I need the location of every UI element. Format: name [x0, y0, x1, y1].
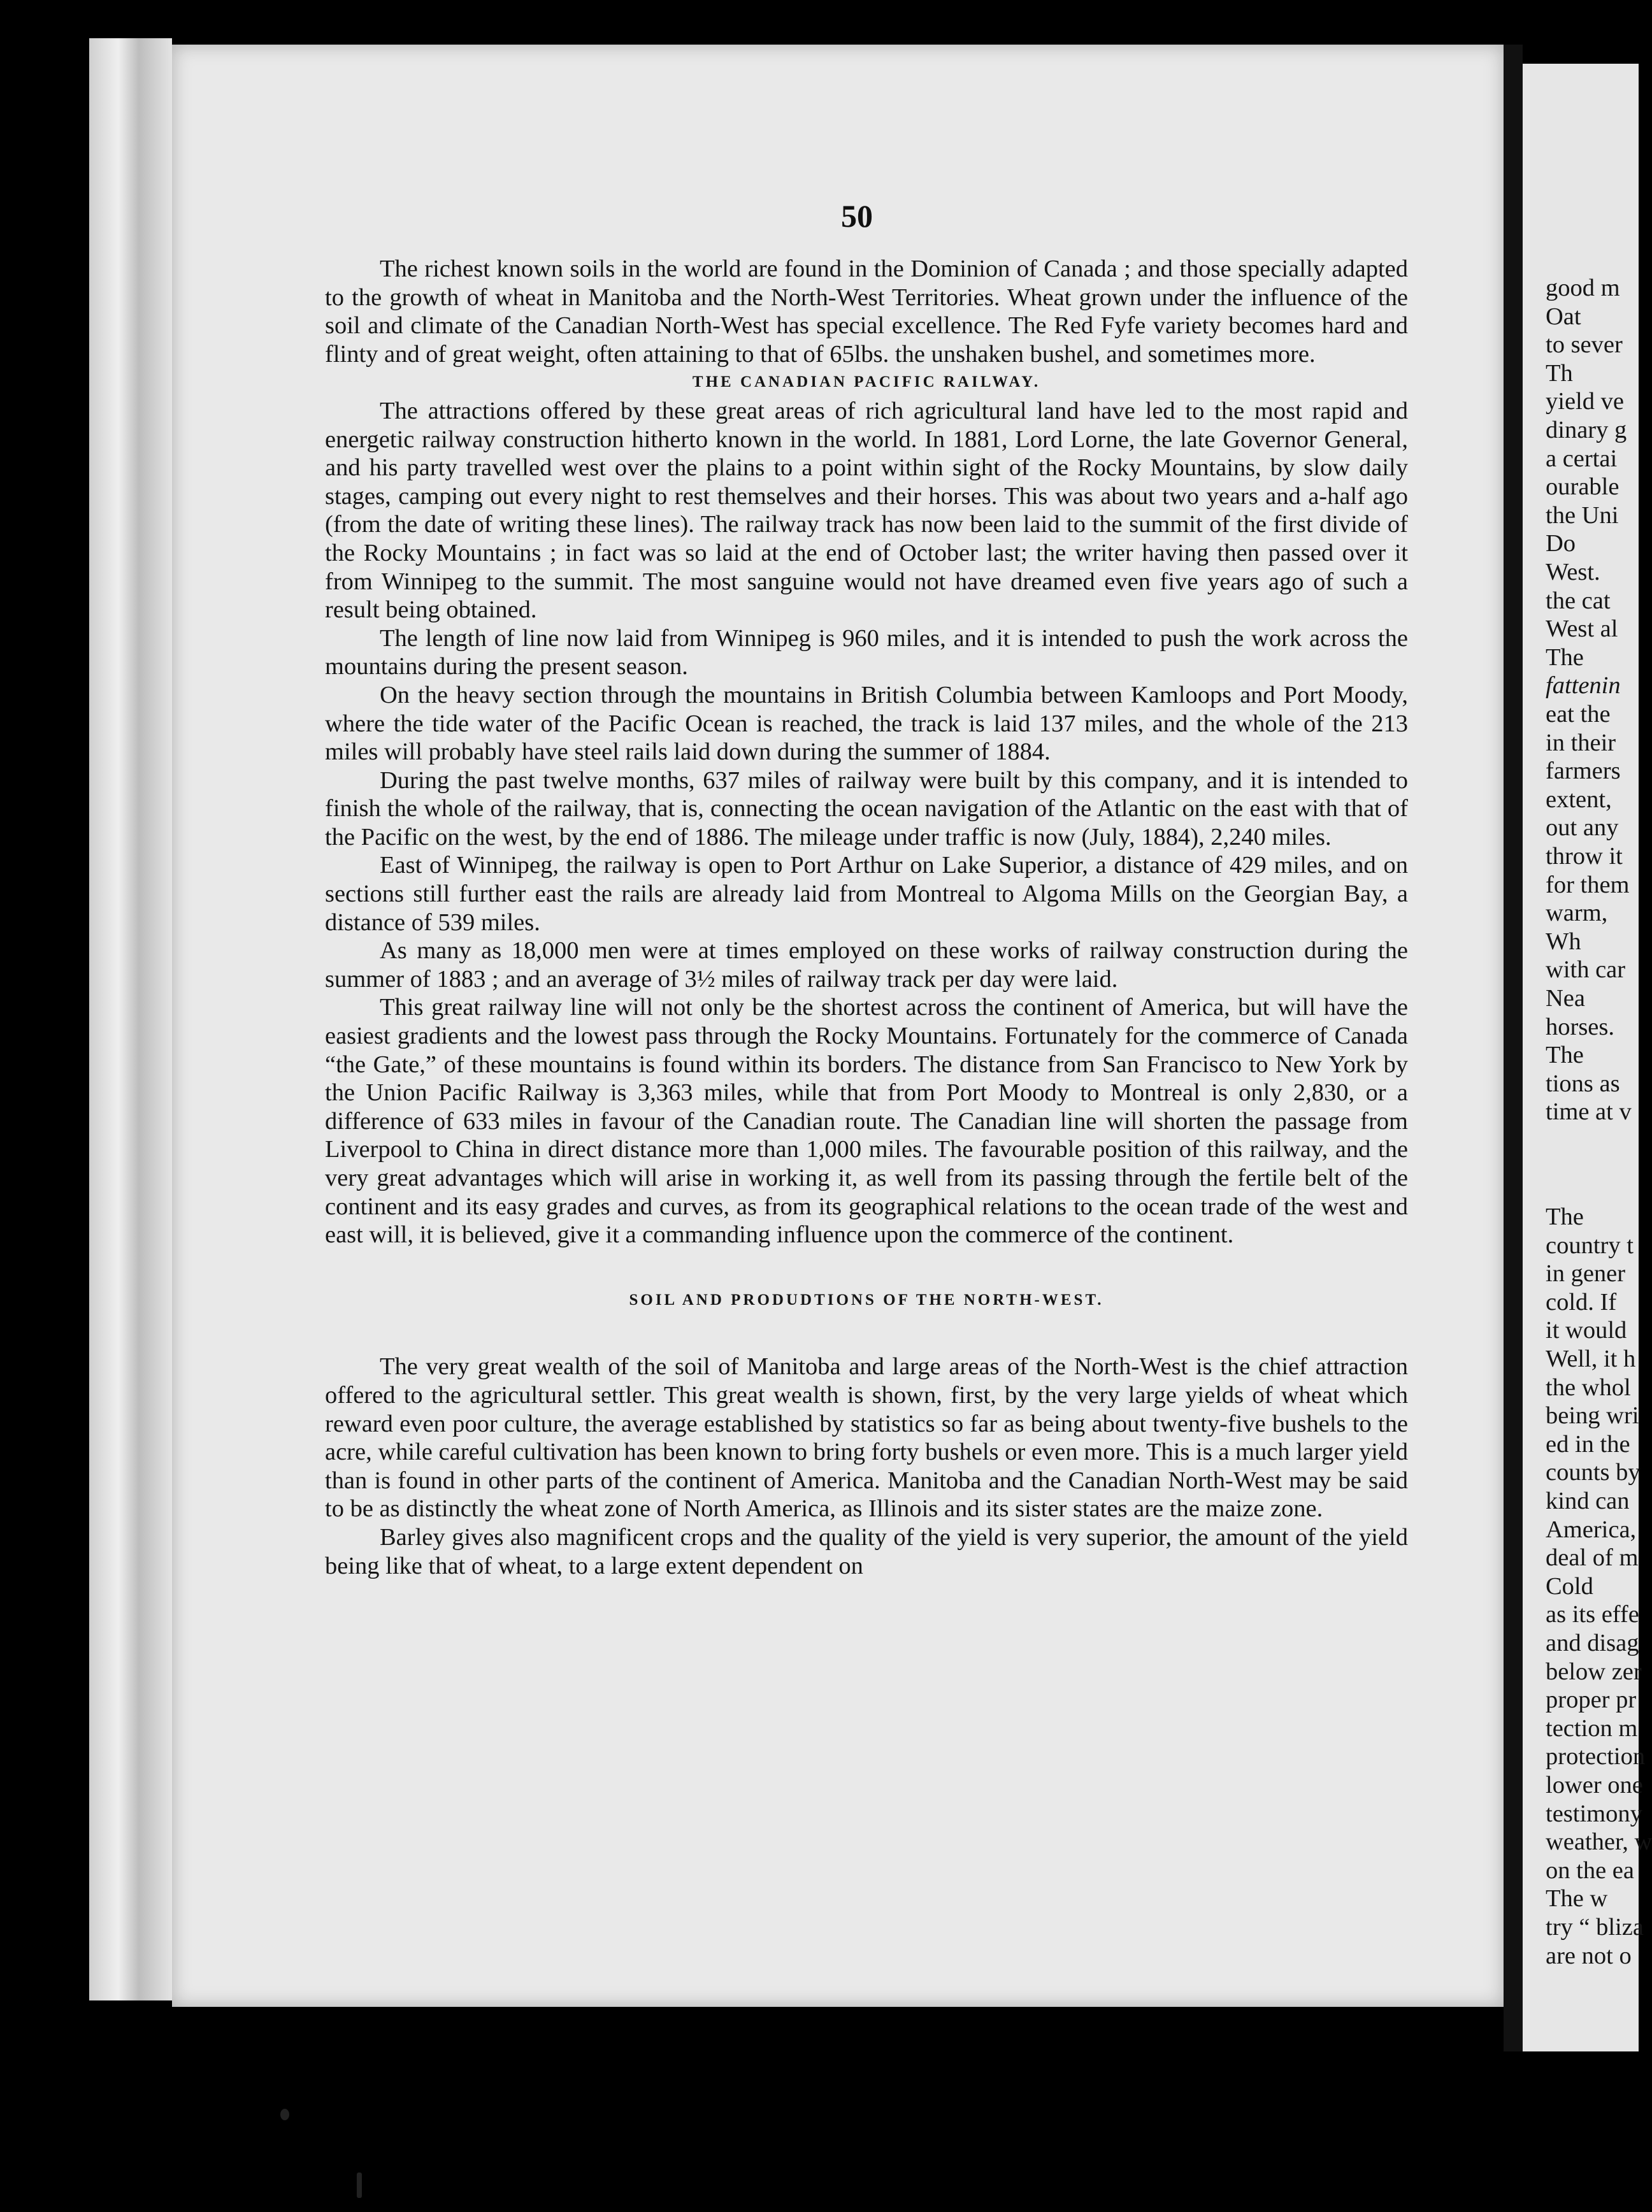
right-page-line: in gener: [1546, 1260, 1626, 1288]
right-page-line: ed in the: [1546, 1430, 1630, 1458]
scan-speck: [280, 2109, 289, 2120]
page-body: [325, 255, 1408, 1580]
section-heading-soil: SOIL AND PRODUDTIONS OF THE NORTH-WEST.: [629, 1291, 1104, 1309]
right-page-line: dinary g: [1546, 417, 1627, 443]
right-page-line: cold. If: [1546, 1288, 1617, 1316]
right-page-line: The: [1546, 1042, 1584, 1069]
right-page-line: being wri: [1546, 1402, 1639, 1430]
right-page-line: the cat: [1546, 587, 1611, 614]
intro-paragraph: The richest known soils in the world are found in the Dominion of Canada ; and those specially adapted to the growth of wheat in Manitoba and the North-West Territories. Wheat grown under the influence of the soil and climate of the Canadian North-West has special excellence. The Red Fyfe variety becomes hard and flinty and of great weight, often attaining to that of 65lbs. the unshaken bushel, and sometimes more.: [325, 255, 1408, 368]
right-page-line: Cold: [1546, 1572, 1593, 1600]
right-page-line: try “ bliza: [1546, 1914, 1644, 1941]
scan-speck: [357, 2172, 362, 2198]
right-page-line: for them: [1546, 871, 1630, 898]
right-page-line: kind can: [1546, 1488, 1630, 1514]
railway-paragraph: As many as 18,000 men were at times employed on these works of railway construction during the summer of 1883 ; and an average of 3½ miles of railway track per day were laid.: [325, 937, 1408, 993]
right-page-line: Do: [1546, 530, 1576, 557]
right-page-line: The w: [1546, 1885, 1608, 1913]
adjacent-page-fragment: [1523, 64, 1652, 2051]
right-page-line: eat the: [1546, 701, 1611, 728]
railway-paragraph: East of Winnipeg, the railway is open to Port Arthur on Lake Superior, a distance of 429 miles, and on sections still further east the rails are already laid from Montreal to Algoma Mills on the Georgian Bay, a distance of 539 miles.: [325, 852, 1408, 936]
soil-paragraph: Barley gives also magnificent crops and the quality of the yield is very superior, the amount of the yield being like that of wheat, to a large extent dependent on: [325, 1523, 1408, 1579]
right-page-line: are not o: [1546, 1942, 1632, 1969]
railway-paragraph: On the heavy section through the mountains in British Columbia between Kamloops and Port Moody, where the tide water of the Pacific Ocean is reached, the track is laid 137 miles, and the whole of the 213 miles will probably have steel rails laid down during the summer of 1884.: [325, 681, 1408, 766]
right-page-line: ourable: [1546, 473, 1620, 501]
right-page-line: country t: [1546, 1232, 1634, 1259]
right-page-line: out any: [1546, 814, 1619, 842]
right-page-line: horses.: [1546, 1013, 1614, 1040]
book-gutter: [1504, 45, 1523, 2051]
right-page-line: and disag: [1546, 1630, 1639, 1656]
right-page-line: Wh: [1546, 928, 1581, 955]
right-page-line: Th: [1546, 359, 1573, 387]
right-page-line: it would: [1546, 1317, 1627, 1344]
page-stack-edge: [89, 38, 172, 2000]
right-page-line: warm,: [1546, 900, 1608, 927]
right-page-line: farmers: [1546, 758, 1621, 785]
soil-paragraph: The very great wealth of the soil of Manitoba and large areas of the North-West is the chief attraction offered to the agricultural settler. This great wealth is shown, first, by the very large yields of wheat which reward even poor culture, the average established by statistics so far as being about twenty-five bushels to the acre, while careful cultivation has been known to bring forty bushels or even more. This is a much larger yield than is found in other parts of the continent of America. Manitoba and the Canadian North-West may be said to be as distinctly the wheat zone of North America, as Illinois and its sister states are the maize zone.: [325, 1353, 1408, 1523]
railway-paragraph: The attractions offered by these great areas of rich agricultural land have led to the most rapid and energetic railway construction hitherto known in the world. In 1881, Lord Lorne, the late Governor General, and his party travelled west over the plains to a point within sight of the Rocky Mountains, by slow daily stages, camping out every night to rest themselves and their horses. This was about two years and a-half ago (from the date of writing these lines). The railway track has now been laid to the summit of the first divide of the Rocky Mountains ; in fact was so laid at the end of October last; the writer having then passed over it from Winnipeg to the summit. The most sanguine would not have dreamed even five years ago of such a result being obtained.: [325, 397, 1408, 624]
railway-paragraph: During the past twelve months, 637 miles of railway were built by this company, and it is intended to finish the whole of the railway, that is, connecting the ocean navigation of the Atlantic on the east with that of the Pacific on the west, by the end of 1886. The mileage under traffic is now (July, 1884), 2,240 miles.: [325, 766, 1408, 851]
right-page-line: extent,: [1546, 786, 1612, 813]
right-page-line: The: [1546, 643, 1584, 671]
railway-paragraph: This great railway line will not only be the shortest across the continent of America, but will have the easiest gradients and the lowest pass through the Rocky Mountains. Fortunately for the commerce of Canada “the Gate,” of these mountains is found within its borders. The distance from San Francisco to New York by the Union Pacific Railway is 3,363 miles, while that from Port Moody to Montreal is only 2,830, or a difference of 633 miles in favour of the Canadian route. The Canadian line will shorten the passage from Liverpool to China in direct distance more than 1,000 miles. The favourable position of this railway, and the very great advantages which will arise in working it, as well from its passing through the fertile belt of the continent and its easy grades and curves, as from its geographical relations to the ocean trade of the west and east will, it is believed, give it a commanding influence upon the commerce of the continent.: [325, 994, 1408, 1249]
right-page-line: in their: [1546, 729, 1616, 756]
right-page-line: Well, it h: [1546, 1346, 1636, 1372]
right-page-line: tection m: [1546, 1714, 1638, 1742]
right-page-line: yield ve: [1546, 388, 1624, 415]
right-page-line: America,: [1546, 1516, 1637, 1543]
right-page-line: fattenin: [1546, 672, 1621, 700]
right-page-line: with car: [1546, 956, 1626, 984]
right-page-line: Nea: [1546, 985, 1585, 1012]
right-page-line: lower one: [1546, 1772, 1643, 1799]
right-page-line: as its effe: [1546, 1601, 1639, 1628]
right-page-line: counts by: [1546, 1459, 1641, 1486]
right-page-line: good m: [1546, 275, 1620, 301]
page-number: 50: [841, 198, 873, 234]
right-page-line: the whol: [1546, 1374, 1631, 1401]
section-heading-railway: THE CANADIAN PACIFIC RAILWAY.: [692, 373, 1041, 391]
right-page-line: West.: [1546, 559, 1600, 585]
right-page-line: West al: [1546, 615, 1618, 643]
right-page-line: below zer: [1546, 1658, 1642, 1685]
right-page-line: the Uni: [1546, 501, 1619, 529]
right-page-line: on the ea: [1546, 1856, 1634, 1884]
right-page-line: weather, w: [1546, 1828, 1652, 1856]
right-page-line: a certai: [1546, 445, 1618, 472]
right-page-line: tions as: [1546, 1070, 1620, 1097]
railway-paragraph: The length of line now laid from Winnipeg is 960 miles, and it is intended to push the work across the mountains during the present season.: [325, 624, 1408, 680]
right-page-line: The: [1546, 1203, 1584, 1230]
right-page-line: testimony: [1546, 1800, 1642, 1827]
right-page-line: deal of m: [1546, 1544, 1639, 1572]
right-page-line: time at v: [1546, 1098, 1632, 1126]
right-page-line: proper pr: [1546, 1686, 1637, 1714]
right-page-line: Oat: [1546, 303, 1581, 330]
right-page-line: to sever: [1546, 331, 1623, 359]
right-page-line: throw it: [1546, 843, 1623, 870]
right-page-line: protection: [1546, 1743, 1646, 1770]
